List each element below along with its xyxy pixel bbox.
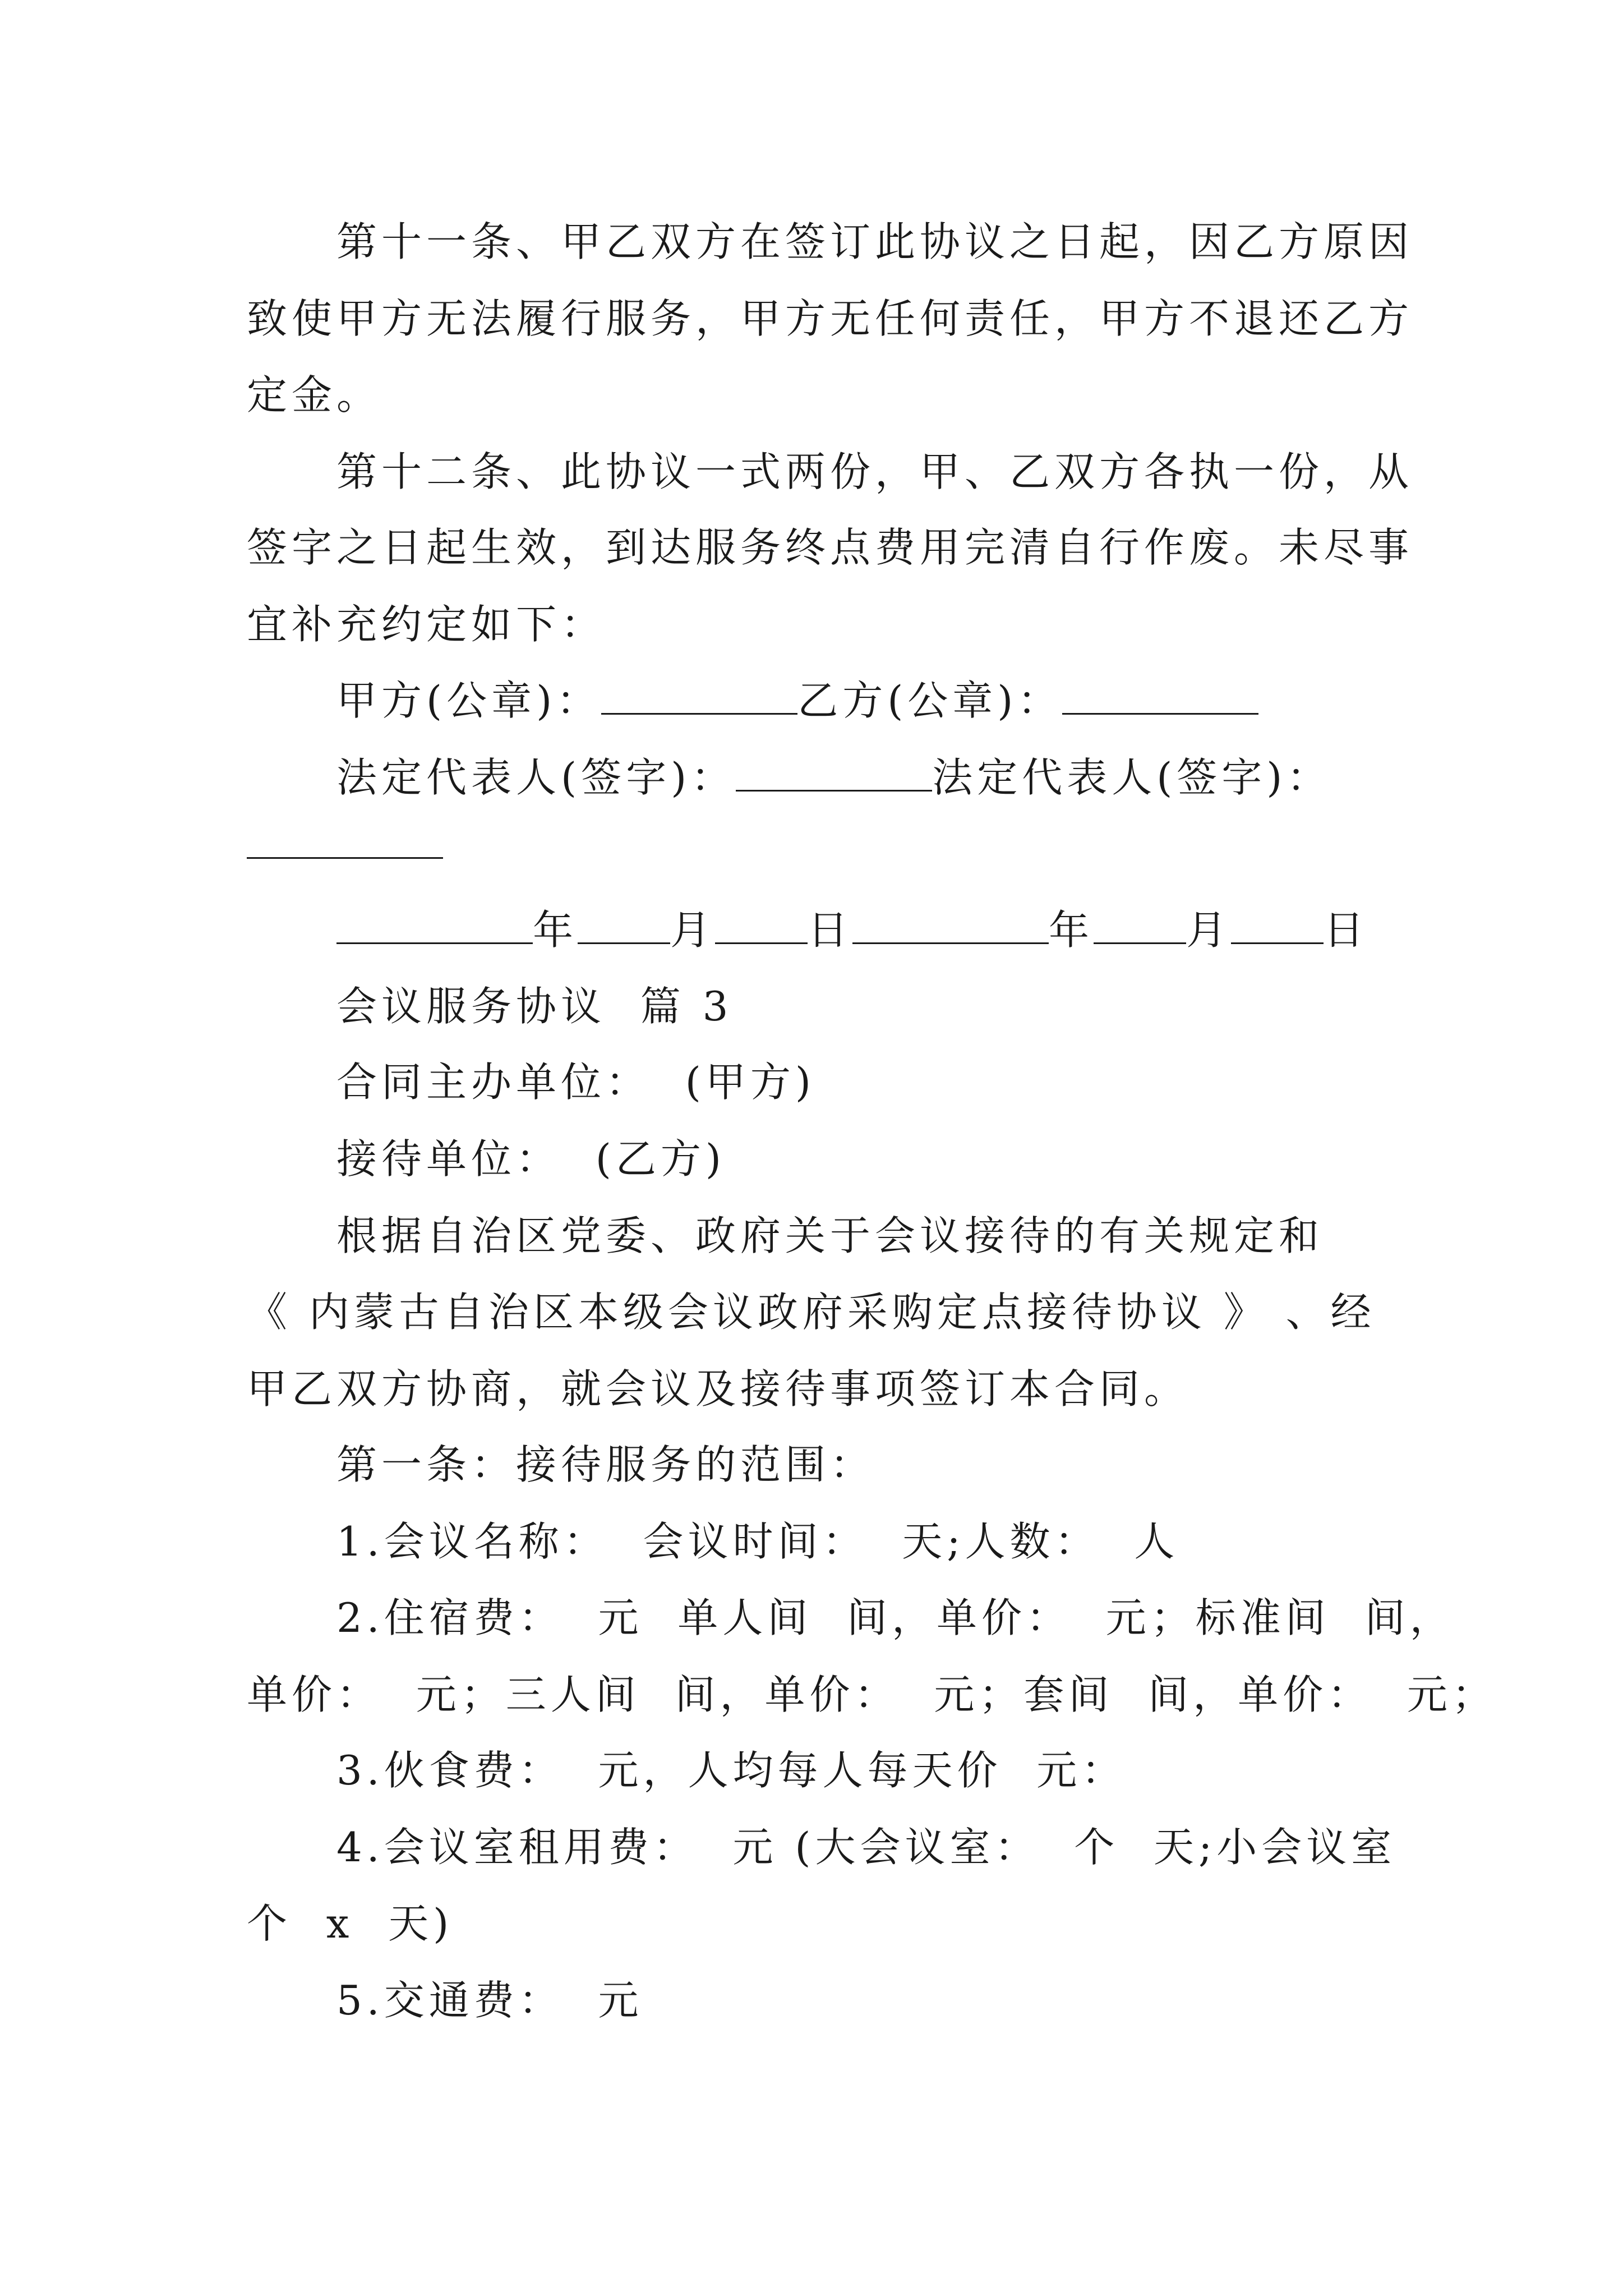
party-b-seal-blank: [1062, 680, 1258, 715]
party-seal-line: [336, 677, 1258, 724]
rep-b-label: 法定代表人(签字)：: [932, 754, 1332, 801]
article-12-line-1: 第十二条、此协议一式两份，甲、乙双方各执一份，从: [336, 448, 1414, 495]
month-a-blank: [578, 910, 670, 944]
item-4-room-line-1: 4.会议室租用费： 元 (大会议室： 个 天;小会议室: [336, 1824, 1396, 1871]
month-b-blank: [1094, 910, 1186, 944]
section-title: 会议服务协议 篇 3: [336, 983, 733, 1030]
representative-line: [336, 754, 1332, 801]
article-11-line-1: 第十一条、甲乙双方在签订此协议之日起，因乙方原因: [336, 218, 1414, 265]
article-1-heading: 第一条：接待服务的范围：: [336, 1441, 875, 1488]
basis-line-1: 根据自治区党委、政府关于会议接待的有关规定和: [336, 1212, 1324, 1259]
item-3-meals: 3.伙食费： 元，人均每人每天价 元：: [336, 1747, 1127, 1794]
organizer-line: 合同主办单位： (甲方): [336, 1059, 815, 1106]
year-b-blank: [852, 910, 1049, 944]
party-a-seal-blank: [601, 680, 797, 715]
rep-a-blank: [736, 757, 932, 792]
basis-line-3: 甲乙双方协商，就会议及接待事项签订本合同。: [247, 1365, 1189, 1412]
article-12-line-2: 签字之日起生效，到达服务终点费用完清自行作废。未尽事: [247, 524, 1414, 571]
date-line: [336, 907, 1369, 954]
rep-b-blank: [247, 825, 443, 859]
item-5-transport: 5.交通费： 元: [336, 1977, 643, 2024]
article-11-line-2: 致使甲方无法履行服务，甲方无任何责任，甲方不退还乙方: [247, 295, 1414, 342]
year-b-label: 年: [1049, 907, 1094, 954]
article-11-line-3: 定金。: [247, 371, 382, 418]
day-a-label: 日: [808, 907, 853, 954]
basis-line-2: 《 内蒙古自治区本级会议政府采购定点接待协议 》 、经: [247, 1289, 1376, 1336]
day-b-label: 日: [1324, 907, 1369, 954]
receiver-line: 接待单位： (乙方): [336, 1135, 726, 1182]
year-a-label: 年: [533, 907, 578, 954]
year-a-blank: [336, 910, 533, 944]
rep-b-blank-line: [247, 825, 443, 865]
day-b-blank: [1231, 910, 1324, 944]
rep-a-label: 法定代表人(签字)：: [336, 754, 736, 801]
article-12-line-3: 宜补充约定如下：: [247, 601, 606, 648]
day-a-blank: [715, 910, 808, 944]
party-b-seal-label: 乙方(公章)：: [797, 677, 1063, 724]
item-1-meeting: 1.会议名称： 会议时间： 天;人数： 人: [336, 1518, 1179, 1565]
item-4-room-line-2: 个 x 天): [247, 1900, 454, 1947]
item-2-lodging-line-1: 2.住宿费： 元 单人间 间，单价： 元；标准间 间，: [336, 1594, 1455, 1641]
item-2-lodging-line-2: 单价： 元；三人间 间，单价： 元；套间 间，单价： 元；: [247, 1671, 1497, 1718]
month-b-label: 月: [1186, 907, 1232, 954]
party-a-seal-label: 甲方(公章)：: [336, 677, 602, 724]
month-a-label: 月: [670, 907, 716, 954]
